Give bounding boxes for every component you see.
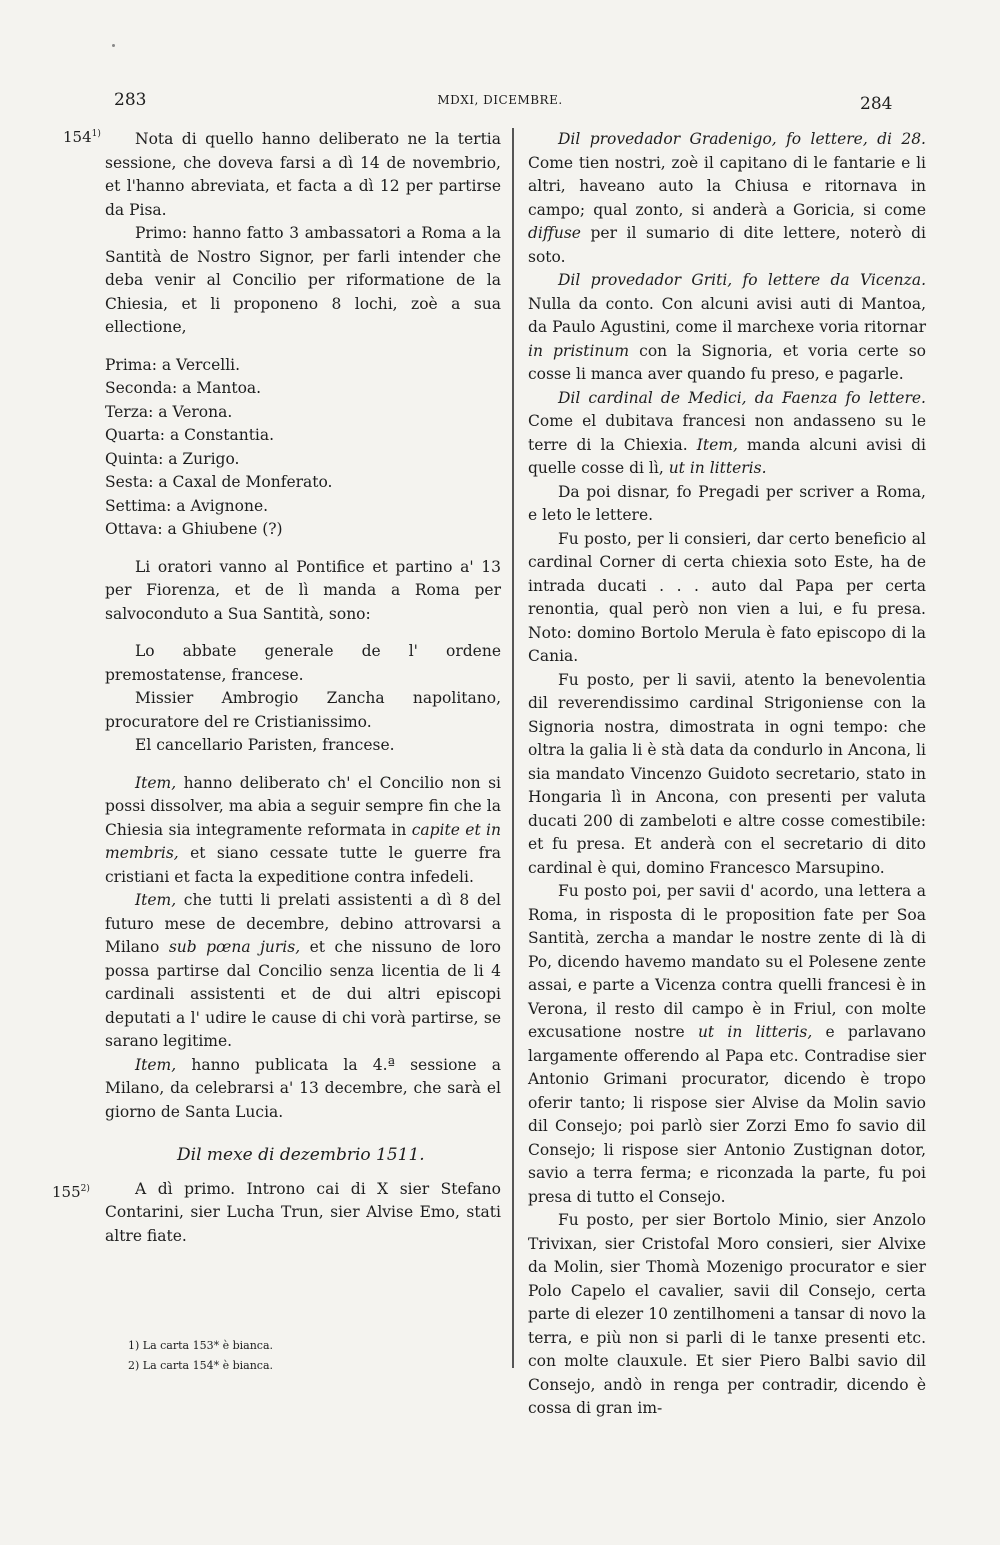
paragraph: Item, che tutti li prelati assistenti a dì 8 del futuro mese de decembre, debino attrovarsi a Milano sub pœna juris, et che nissuno de loro possa partirse dal Concilio senza licentia de li 4 cardinali assistenti et de dui altri episcopi deputati a l' udire le cause di chi vorà partirse, se sarano legitime.	[105, 891, 501, 1050]
footnote: 2) La carta 154* è bianca.	[128, 1359, 274, 1372]
section-heading: Dil mexe di dezembrio 1511.	[177, 1145, 425, 1165]
right-column	[528, 128, 926, 1421]
list-item: Ottava: a Ghiubene (?)	[105, 520, 283, 538]
paragraph: El cancellario Paristen, francese.	[135, 736, 395, 754]
list-item: Sesta: a Caxal de Monferato.	[105, 473, 333, 491]
location-list	[105, 354, 501, 542]
paragraph: Primo: hanno fatto 3 ambassatori a Roma a la Santità de Nostro Signor, per farli intender che deba venir al Concilio per riformatione de la Chiesia, et li proponeno 8 lochi, zoè a sua ellectione,	[105, 224, 501, 336]
footnote: 1) La carta 153* è bianca.	[128, 1339, 274, 1352]
column-divider	[512, 128, 514, 1368]
paragraph: Fu posto poi, per savii d' acordo, una lettera a Roma, in risposta di le proposition fate per Soa Santità, zercha a mandar le nostre zente di là di Po, dicendo havemo mandato su el Polesene zente assai, e parte a Vicenza contra quelli francesi è in Verona, il resto dil campo è in Friul, con molte excusatione nostre ut in litteris, e parlavano largamente offerendo al Papa etc. Contradise sier Antonio Grimani procurator, dicendo è tropo oferir tanto; li rispose sier Alvise da Molin savio dil Consejo; poi parlò sier Zorzi Emo fo savio dil Consejo; li rispose sier Antonio Zustignan dotor, savio a terra ferma; e riconzada la parte, fu poi presa di tutto el Consejo.	[528, 882, 926, 1206]
paragraph: Fu posto, per sier Bortolo Minio, sier Anzolo Trivixan, sier Cristofal Moro consieri, sier Alvixe da Molin, sier Thomà Mozenigo procurator e sier Polo Capelo el cavalier, savii dil Consejo, certa parte di elezer 10 zentilhomeni a tansar di novo la terra, e più non si parli di le tanxe presenti etc. con molte clauxule. Et sier Piero Balbi savio dil Consejo, andò in renga per contradir, dicendo è cossa di gran im-	[528, 1211, 926, 1417]
list-item: Terza: a Verona.	[105, 402, 233, 421]
paragraph: Dil provedador Griti, fo lettere da Vicenza. Nulla da conto. Con alcuni avisi auti di Mantoa, da Paulo Agustini, come il marchexe voria ritornar in pristinum con la Signoria, et voria certe so cosse li manca aver quando fu preso, e pagarle.	[528, 271, 927, 383]
list-item: Prima: a Vercelli.	[105, 355, 241, 374]
paragraph: Lo abbate generale de l' ordene premostatense, francese.	[105, 642, 501, 684]
paragraph: Dil cardinal de Medici, da Faenza fo lettere. Come el dubitava francesi non andasseno su le terre di la Chiexia. Item, manda alcuni avisi di quelle cosse di lì, ut in litteris.	[528, 388, 926, 477]
running-title: MDXI, DICEMBRE.	[437, 93, 563, 107]
list-item: Quarta: a Constantia.	[105, 426, 275, 444]
page-number-left: 283	[114, 90, 147, 110]
margin-number-154: 154$^{1)}$	[63, 128, 101, 146]
left-column	[105, 128, 501, 1248]
margin-number-155: 155$^{2)}$	[52, 1183, 90, 1201]
paragraph: Nota di quello hanno deliberato ne la tertia sessione, che doveva farsi a dì 14 de novembrio, et l'hanno abreviata, et facta a dì 12 per partirse da Pisa.	[105, 130, 501, 219]
list-item: Seconda: a Mantoa.	[105, 379, 262, 397]
paragraph: A dì primo. Introno cai di X sier Stefano Contarini, sier Lucha Trun, sier Alvise Emo, stati altre fiate.	[105, 1179, 501, 1245]
paragraph: Missier Ambrogio Zancha napolitano, procuratore del re Cristianissimo.	[105, 689, 501, 731]
paragraph: Dil provedador Gradenigo, fo lettere, di 28. Come tien nostri, zoè il capitano di le fantarie e li altri, haveano auto la Chiusa e ritornava in campo; qual zonto, si anderà a Goricia, si come diffuse per il sumario di dite lettere, noterò di soto.	[528, 130, 926, 266]
paragraph: Fu posto, per li savii, atento la benevolentia dil reverendissimo cardinal Strigoniense con la Signoria nostra, dimostrata in ogni tempo: che oltra la galia li è stà data da condurlo in Ancona, li sia mandato Vincenzo Guidoto secretario, stato in Hongaria lì in Ancona, con presenti per valuta ducati 200 di zambeloti e altre cosse comestibile: et fu presa. Et anderà con el secretario di dito cardinal è qui, domino Francesco Marsupino.	[528, 670, 926, 877]
paragraph: Fu posto, per li consieri, dar certo beneficio al cardinal Corner di certa chiexia soto Este, ha de intrada ducati . . . auto dal Papa per certa renontia, qual però non vien a lui, e fu presa. Noto: domino Bortolo Merula è fato episcopo di la Cania.	[528, 529, 926, 665]
list-item: Quinta: a Zurigo.	[105, 449, 240, 468]
paragraph: Da poi disnar, fo Pregadi per scriver a Roma, e leto le lettere.	[528, 482, 926, 524]
paragraph: Item, hanno deliberato ch' el Concilio non si possi dissolver, ma abia a seguir sempre fin che la Chiesia sia integramente reformata in capite et in membris, et siano cessate tutte le guerre fra cristiani et facta la expeditione contra infedeli.	[105, 773, 501, 886]
page-number-right: 284	[860, 94, 893, 114]
paragraph: Li oratori vanno al Pontifice et partino a' 13 per Fiorenza, et de lì manda a Roma per salvoconduto a Sua Santità, sono:	[105, 557, 501, 623]
list-item: Settima: a Avignone.	[105, 496, 269, 515]
footnotes	[128, 1336, 273, 1376]
ink-speck	[112, 44, 115, 47]
paragraph: Item, hanno publicata la 4.ª sessione a Milano, da celebrarsi a' 13 decembre, che sarà el giorno de Santa Lucia.	[105, 1055, 501, 1121]
